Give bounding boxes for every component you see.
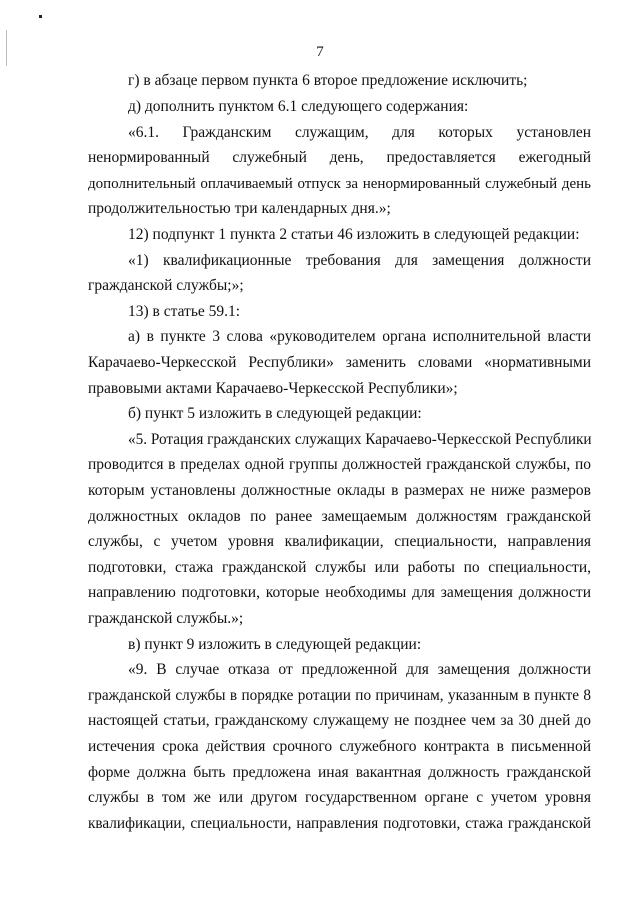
text-line: службы в том же или другом государственном органе с учетом уровня	[88, 789, 591, 806]
text-line: дополнительный оплачиваемый отпуск за ненормированный служебный день	[88, 176, 591, 192]
text-line: проводится в пределах одной группы должностей гражданской службы, по	[88, 456, 591, 473]
text-line: 12) подпункт 1 пункта 2 статьи 46 изложить в следующей редакции:	[128, 226, 580, 243]
text-line: д) дополнить пунктом 6.1 следующего содержания:	[128, 98, 469, 115]
text-line: настоящей статьи, гражданскому служащему не позднее чем за 30 дней до	[88, 712, 591, 729]
text-line: форме должна быть предложена иная вакантная должность гражданской	[88, 764, 591, 781]
text-line: ненормированный служебный день, предоставляется ежегодный	[88, 149, 591, 166]
text-line: г) в абзаце первом пункта 6 второе предложение исключить;	[128, 72, 528, 89]
text-line: в) пункт 9 изложить в следующей редакции:	[128, 636, 422, 653]
text-line: квалификации, специальности, направления подготовки, стажа гражданской	[88, 815, 591, 832]
text-line: истечения срока действия срочного служебного контракта в письменной	[88, 738, 591, 755]
text-line: службы, с учетом уровня квалификации, специальности, направления	[88, 533, 591, 550]
text-line: подготовки, стажа гражданской службы или работы по специальности,	[88, 559, 591, 576]
text-line: гражданской службы в порядке ротации по причинам, указанным в пункте 8	[88, 687, 591, 704]
text-line: должностных окладов по ранее замещаемым должностям гражданской	[88, 508, 591, 525]
text-line: «5. Ротация гражданских служащих Карачаево-Черкесской Республики	[128, 431, 592, 448]
text-line: продолжительностью три календарных дня.»;	[88, 200, 391, 217]
page-number: 7	[316, 44, 324, 60]
text-line: гражданской службы;»;	[88, 277, 244, 294]
text-line: «1) квалификационные требования для замещения должности	[128, 252, 591, 269]
text-line: «6.1. Гражданским служащим, для которых установлен	[128, 124, 591, 141]
text-line: гражданской службы.»;	[88, 610, 244, 627]
text-line: а) в пункте 3 слова «руководителем органа исполнительной власти	[128, 328, 591, 345]
text-line: правовыми актами Карачаево-Черкесской Республики»;	[88, 380, 458, 397]
text-line: б) пункт 5 изложить в следующей редакции:	[128, 405, 422, 422]
text-line: направлению подготовки, которые необходимы для замещения должности	[88, 584, 591, 601]
text-line: «9. В случае отказа от предложенной для замещения должности	[128, 661, 591, 678]
text-line: которым установлены должностные оклады в размерах не ниже размеров	[88, 482, 591, 499]
text-line: 13) в статье 59.1:	[128, 303, 241, 320]
scan-mark-dot	[39, 15, 42, 18]
text-line: Карачаево-Черкесской Республики» заменить словами «нормативными	[88, 354, 591, 371]
